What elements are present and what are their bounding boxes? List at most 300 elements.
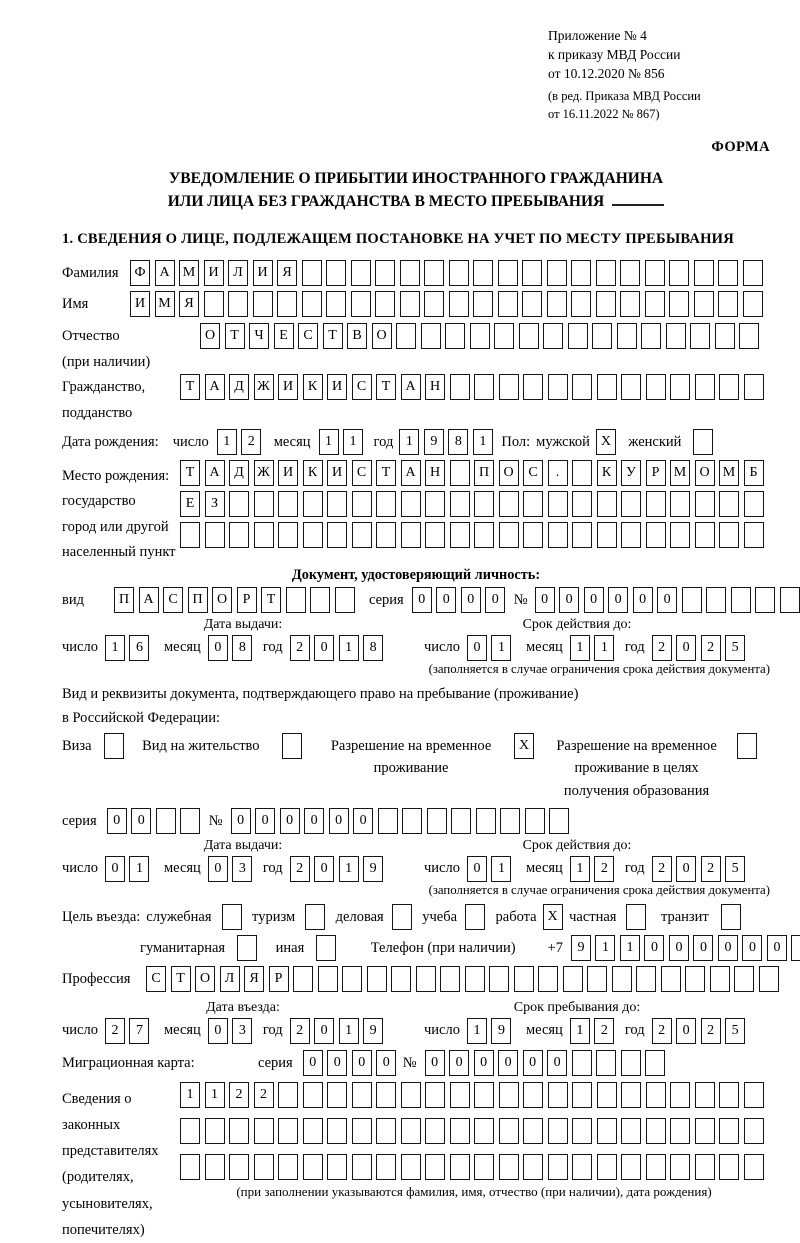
char-cell — [376, 1082, 396, 1108]
sex-male-checkbox — [596, 429, 621, 455]
char-cell — [229, 1118, 249, 1144]
char-cell — [549, 808, 569, 834]
birth-place-boxes-block — [180, 460, 768, 548]
purpose-study-label: учеба — [422, 909, 458, 926]
legal-rep-boxes-3 — [180, 1154, 768, 1180]
char-cell: Т — [261, 587, 281, 613]
char-cell — [473, 260, 493, 286]
char-cell — [694, 291, 714, 317]
purpose-work-checkbox — [543, 904, 568, 930]
purpose-private-checkbox — [626, 904, 651, 930]
char-cell: X — [543, 904, 563, 930]
char-cell — [375, 291, 395, 317]
char-cell: 2 — [290, 1018, 310, 1044]
char-cell: Ф — [130, 260, 150, 286]
char-cell — [425, 1082, 445, 1108]
char-cell — [621, 522, 641, 548]
char-cell — [721, 904, 741, 930]
migration-series-boxes — [303, 1050, 401, 1076]
char-cell: 1 — [594, 635, 614, 661]
char-cell: 0 — [314, 1018, 334, 1044]
legal-representatives-row — [62, 1082, 770, 1243]
char-cell: 0 — [718, 935, 738, 961]
char-cell — [254, 491, 274, 517]
char-cell — [303, 491, 323, 517]
char-cell: 2 — [290, 856, 310, 882]
valid-month-boxes — [570, 856, 619, 882]
valid-until-heading: Срок действия до: — [522, 838, 632, 854]
char-cell — [572, 1118, 592, 1144]
char-cell: 1 — [217, 429, 237, 455]
char-cell: 0 — [742, 935, 762, 961]
surname-label: Фамилия — [62, 265, 119, 282]
char-cell: 0 — [608, 587, 628, 613]
month-label: месяц — [273, 433, 311, 450]
char-cell: 0 — [584, 587, 604, 613]
char-cell — [670, 522, 690, 548]
char-cell: И — [278, 374, 298, 400]
char-cell — [228, 291, 248, 317]
char-cell: 5 — [725, 1018, 745, 1044]
name-boxes — [130, 291, 767, 317]
char-cell: Д — [229, 460, 249, 486]
char-cell — [489, 966, 509, 992]
valid-year-boxes — [652, 856, 750, 882]
char-cell: О — [212, 587, 232, 613]
char-cell: А — [205, 460, 225, 486]
char-cell: 0 — [676, 856, 696, 882]
char-cell — [499, 1118, 519, 1144]
char-cell: 0 — [327, 1050, 347, 1076]
sex-male-label: мужской — [536, 433, 590, 450]
char-cell — [646, 374, 666, 400]
char-cell — [572, 374, 592, 400]
char-cell — [425, 491, 445, 517]
char-cell: Т — [225, 323, 245, 349]
purpose-business-checkbox — [392, 904, 417, 930]
char-cell — [543, 323, 563, 349]
char-cell: 1 — [491, 635, 511, 661]
char-cell — [621, 1118, 641, 1144]
valid-month-boxes — [570, 635, 619, 661]
profession-label: Профессия — [62, 971, 131, 988]
birth-place-row — [62, 460, 770, 566]
char-cell: 1 — [467, 1018, 487, 1044]
char-cell — [759, 966, 779, 992]
char-cell: Д — [229, 374, 249, 400]
char-cell — [743, 291, 763, 317]
char-cell — [706, 587, 726, 613]
title-line-2: ИЛИ ЛИЦА БЕЗ ГРАЖДАНСТВА В МЕСТО ПРЕБЫВАНИЯ — [62, 190, 770, 213]
char-cell: 0 — [280, 808, 300, 834]
patronymic-label: Отчество (при наличии) — [62, 328, 151, 371]
char-cell — [682, 587, 702, 613]
surname-boxes — [130, 260, 767, 286]
legal-rep-boxes-2 — [180, 1118, 768, 1144]
visit-purpose-row-1 — [62, 904, 770, 930]
char-cell: 1 — [570, 635, 590, 661]
residence-series-boxes — [107, 808, 205, 834]
char-cell — [327, 491, 347, 517]
char-cell — [440, 966, 460, 992]
char-cell — [636, 966, 656, 992]
visit-purpose-row-2 — [62, 935, 781, 961]
month-label: месяц — [525, 1022, 563, 1039]
char-cell — [401, 1118, 421, 1144]
char-cell — [499, 1082, 519, 1108]
purpose-humanitarian-label: гуманитарная — [140, 940, 226, 957]
year-label: год — [624, 860, 645, 877]
char-cell — [620, 291, 640, 317]
char-cell — [538, 966, 558, 992]
char-cell — [326, 260, 346, 286]
doc-number-boxes — [535, 587, 800, 613]
purpose-tourism-checkbox — [305, 904, 330, 930]
char-cell — [621, 1082, 641, 1108]
char-cell — [473, 291, 493, 317]
char-cell — [474, 522, 494, 548]
char-cell — [254, 522, 274, 548]
char-cell — [427, 808, 447, 834]
patronymic-boxes — [200, 323, 764, 349]
char-cell — [335, 587, 355, 613]
char-cell: 1 — [319, 429, 339, 455]
char-cell — [670, 1082, 690, 1108]
char-cell: 1 — [180, 1082, 200, 1108]
day-label: число — [62, 860, 98, 877]
char-cell — [744, 491, 764, 517]
char-cell: Т — [171, 966, 191, 992]
title-line-1: УВЕДОМЛЕНИЕ О ПРИБЫТИИ ИНОСТРАННОГО ГРАЖДАНИНА — [168, 169, 664, 187]
char-cell: 2 — [701, 635, 721, 661]
char-cell — [646, 1118, 666, 1144]
entry-month-boxes — [208, 1018, 257, 1044]
char-cell: И — [253, 260, 273, 286]
char-cell — [597, 1082, 617, 1108]
char-cell: Т — [376, 460, 396, 486]
birth-date-row — [62, 429, 770, 455]
char-cell: Ж — [254, 374, 274, 400]
migration-card-row — [62, 1050, 770, 1076]
char-cell — [451, 808, 471, 834]
char-cell: В — [347, 323, 367, 349]
char-cell: 0 — [208, 1018, 228, 1044]
name-label: Имя — [62, 296, 89, 313]
char-cell — [302, 260, 322, 286]
identity-doc-heading: Документ, удостоверяющий личность: — [291, 567, 541, 584]
char-cell — [222, 904, 242, 930]
profession-row — [62, 966, 770, 992]
char-cell — [523, 1154, 543, 1180]
char-cell — [780, 587, 800, 613]
char-cell — [327, 1082, 347, 1108]
char-cell — [278, 1118, 298, 1144]
char-cell — [450, 374, 470, 400]
issue-month-boxes — [208, 635, 257, 661]
char-cell — [572, 460, 592, 486]
purpose-transit-label: транзит — [660, 909, 709, 926]
char-cell — [499, 491, 519, 517]
residence-doc-date-headings — [62, 838, 770, 854]
char-cell — [661, 966, 681, 992]
char-cell: 0 — [231, 808, 251, 834]
char-cell: 0 — [436, 587, 456, 613]
char-cell: 0 — [425, 1050, 445, 1076]
doc-series-boxes — [412, 587, 510, 613]
series-label: серия — [258, 1055, 293, 1072]
char-cell — [719, 1154, 739, 1180]
char-cell — [425, 1154, 445, 1180]
title-blank-line — [612, 191, 664, 206]
char-cell: 0 — [523, 1050, 543, 1076]
char-cell — [445, 323, 465, 349]
char-cell: . — [548, 460, 568, 486]
char-cell — [499, 374, 519, 400]
name-row — [62, 291, 770, 317]
char-cell — [568, 323, 588, 349]
phone-prefix: +7 — [547, 940, 563, 957]
char-cell — [392, 904, 412, 930]
char-cell: О — [499, 460, 519, 486]
char-cell — [450, 491, 470, 517]
char-cell — [376, 1118, 396, 1144]
stay-month-boxes — [570, 1018, 619, 1044]
char-cell — [744, 1082, 764, 1108]
residence-doc-intro: Вид и реквизиты документа, подтверждающего право на пребывание (проживание) в Российской Федерации: — [62, 686, 579, 726]
char-cell — [352, 491, 372, 517]
char-cell: 9 — [363, 856, 383, 882]
identity-doc-date-headings — [62, 617, 770, 633]
char-cell — [449, 291, 469, 317]
char-cell: 1 — [129, 856, 149, 882]
char-cell: 1 — [339, 1018, 359, 1044]
temp-residence-education-checkbox — [737, 733, 762, 759]
char-cell — [670, 1154, 690, 1180]
char-cell: Н — [425, 374, 445, 400]
issue-day-boxes — [105, 856, 154, 882]
char-cell: 2 — [241, 429, 261, 455]
char-cell: Ч — [249, 323, 269, 349]
char-cell — [204, 291, 224, 317]
section-1-heading: 1. СВЕДЕНИЯ О ЛИЦЕ, ПОДЛЕЖАЩЕМ ПОСТАНОВКЕ НА УЧЕТ ПО МЕСТУ ПРЕБЫВАНИЯ — [62, 231, 734, 248]
ref-line: от 10.12.2020 № 856 — [548, 66, 665, 82]
char-cell — [205, 522, 225, 548]
char-cell: Я — [179, 291, 199, 317]
char-cell — [474, 1154, 494, 1180]
char-cell — [326, 291, 346, 317]
char-cell — [376, 1154, 396, 1180]
sex-female-label: женский — [628, 433, 682, 450]
char-cell — [597, 1154, 617, 1180]
char-cell — [597, 1118, 617, 1144]
purpose-study-checkbox — [465, 904, 490, 930]
char-cell — [229, 1154, 249, 1180]
birth-place-label: Место рождения: государство город или другой населенный пункт — [62, 467, 176, 560]
char-cell — [470, 323, 490, 349]
char-cell: И — [130, 291, 150, 317]
char-cell — [571, 291, 591, 317]
char-cell: 0 — [208, 635, 228, 661]
char-cell — [401, 491, 421, 517]
char-cell — [715, 323, 735, 349]
char-cell — [450, 1154, 470, 1180]
char-cell: 8 — [363, 635, 383, 661]
char-cell: 1 — [205, 1082, 225, 1108]
char-cell — [421, 323, 441, 349]
char-cell — [396, 323, 416, 349]
residence-doc-options-row — [62, 733, 770, 802]
year-label: год — [262, 1022, 283, 1039]
surname-row — [62, 260, 770, 286]
char-cell — [425, 1118, 445, 1144]
char-cell — [327, 1154, 347, 1180]
char-cell — [670, 374, 690, 400]
char-cell — [352, 1154, 372, 1180]
entry-date-heading: Дата въезда: — [206, 1000, 280, 1016]
char-cell — [378, 808, 398, 834]
char-cell: Я — [244, 966, 264, 992]
char-cell: 0 — [255, 808, 275, 834]
char-cell: 1 — [339, 856, 359, 882]
stay-until-heading: Срок пребывания до: — [513, 1000, 641, 1016]
char-cell — [352, 1118, 372, 1144]
char-cell — [695, 1154, 715, 1180]
citizenship-boxes — [180, 374, 768, 400]
day-label: число — [424, 639, 460, 656]
char-cell — [424, 291, 444, 317]
char-cell — [645, 1050, 665, 1076]
char-cell: 1 — [399, 429, 419, 455]
char-cell — [523, 1118, 543, 1144]
char-cell — [617, 323, 637, 349]
char-cell — [572, 1050, 592, 1076]
char-cell — [278, 1154, 298, 1180]
char-cell: 1 — [473, 429, 493, 455]
char-cell — [523, 1082, 543, 1108]
residence-issue-date — [62, 856, 424, 882]
char-cell: П — [114, 587, 134, 613]
char-cell: Т — [323, 323, 343, 349]
char-cell: С — [146, 966, 166, 992]
doc-number-label: № — [513, 592, 528, 609]
char-cell — [402, 808, 422, 834]
birth-place-boxes-3 — [180, 522, 768, 548]
char-cell — [498, 291, 518, 317]
char-cell: А — [401, 374, 421, 400]
valid-until-heading: Срок действия до: — [522, 617, 632, 633]
char-cell — [367, 966, 387, 992]
char-cell: 2 — [254, 1082, 274, 1108]
char-cell — [695, 522, 715, 548]
char-cell — [293, 966, 313, 992]
char-cell: П — [474, 460, 494, 486]
entry-year-boxes — [290, 1018, 388, 1044]
month-label: месяц — [163, 639, 201, 656]
stay-year-boxes — [652, 1018, 750, 1044]
char-cell: 0 — [329, 808, 349, 834]
birth-place-boxes-1 — [180, 460, 768, 486]
char-cell: 5 — [725, 635, 745, 661]
char-cell: К — [597, 460, 617, 486]
char-cell: 0 — [559, 587, 579, 613]
char-cell: 2 — [290, 635, 310, 661]
char-cell — [523, 374, 543, 400]
month-label: месяц — [525, 860, 563, 877]
char-cell — [400, 260, 420, 286]
char-cell — [719, 522, 739, 548]
char-cell: С — [352, 374, 372, 400]
char-cell — [744, 1154, 764, 1180]
issue-date-heading: Дата выдачи: — [203, 838, 283, 854]
char-cell: 9 — [424, 429, 444, 455]
char-cell: М — [155, 291, 175, 317]
forma-label: ФОРМА — [711, 138, 770, 155]
migration-card-label: Миграционная карта: — [62, 1055, 195, 1072]
birth-day-boxes — [217, 429, 266, 455]
char-cell: К — [303, 460, 323, 486]
char-cell: 0 — [107, 808, 127, 834]
legal-rep-boxes-1 — [180, 1082, 768, 1108]
char-cell — [621, 491, 641, 517]
char-cell: 0 — [314, 635, 334, 661]
year-label: год — [373, 433, 394, 450]
migration-number-boxes — [425, 1050, 670, 1076]
char-cell — [519, 323, 539, 349]
char-cell — [286, 587, 306, 613]
char-cell — [734, 966, 754, 992]
char-cell: 5 — [725, 856, 745, 882]
sex-female-checkbox — [693, 429, 718, 455]
char-cell: О — [372, 323, 392, 349]
char-cell — [180, 1154, 200, 1180]
char-cell — [669, 260, 689, 286]
char-cell: 1 — [105, 635, 125, 661]
char-cell — [310, 587, 330, 613]
char-cell — [548, 1118, 568, 1144]
char-cell — [416, 966, 436, 992]
year-label: год — [262, 639, 283, 656]
char-cell — [514, 966, 534, 992]
purpose-official-label: служебная — [146, 909, 212, 926]
char-cell: О — [195, 966, 215, 992]
char-cell — [719, 1082, 739, 1108]
citizenship-label: Гражданство, подданство — [62, 379, 146, 421]
char-cell: Т — [180, 374, 200, 400]
char-cell: Л — [220, 966, 240, 992]
char-cell: О — [200, 323, 220, 349]
char-cell — [744, 1118, 764, 1144]
char-cell — [710, 966, 730, 992]
month-label: месяц — [163, 860, 201, 877]
char-cell — [693, 429, 713, 455]
char-cell — [474, 491, 494, 517]
char-cell — [465, 904, 485, 930]
purpose-transit-checkbox — [721, 904, 746, 930]
char-cell: 0 — [474, 1050, 494, 1076]
option-temp-residence-education: Разрешение на временное проживание в целях получения образования — [551, 733, 762, 802]
char-cell — [278, 1082, 298, 1108]
char-cell — [646, 1154, 666, 1180]
profession-boxes — [146, 966, 783, 992]
char-cell — [695, 1118, 715, 1144]
char-cell: 0 — [208, 856, 228, 882]
char-cell: 0 — [449, 1050, 469, 1076]
option-visa: Виза — [62, 733, 128, 759]
char-cell: А — [139, 587, 159, 613]
validity-note: (заполняется в случае ограничения срока действия документа) — [428, 662, 770, 677]
ref-line: от 16.11.2022 № 867) — [548, 107, 660, 122]
char-cell: 2 — [652, 635, 672, 661]
